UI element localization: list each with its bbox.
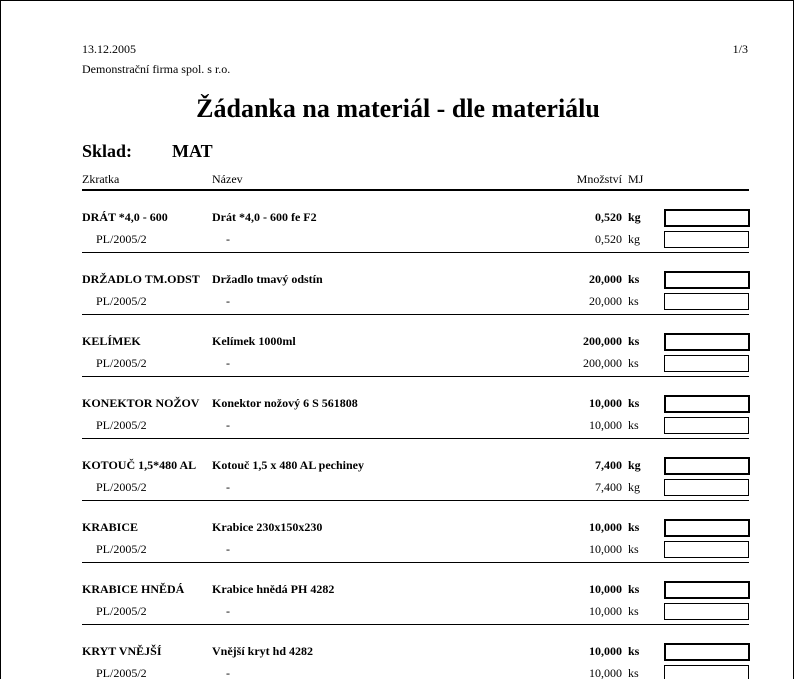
document-quantity: 10,000 (589, 418, 622, 432)
material-code: KRABICE HNĚDÁ (82, 582, 185, 596)
document-note: - (226, 232, 230, 246)
total-entry-box (664, 581, 750, 599)
document-number: PL/2005/2 (96, 232, 147, 246)
document-number: PL/2005/2 (96, 418, 147, 432)
material-unit: kg (628, 210, 641, 224)
total-entry-box (664, 457, 750, 475)
material-item (1, 439, 794, 501)
material-name: Krabice hnědá PH 4282 (212, 582, 335, 596)
material-unit: ks (628, 334, 640, 348)
material-name: Kotouč 1,5 x 480 AL pechiney (212, 458, 365, 472)
document-unit: ks (628, 294, 639, 308)
document-unit: ks (628, 542, 639, 556)
material-code: KRABICE (82, 520, 139, 534)
document-number: PL/2005/2 (96, 604, 147, 618)
total-entry-box (664, 209, 750, 227)
total-entry-box (664, 519, 750, 537)
document-quantity: 200,000 (583, 356, 622, 370)
total-entry-box (664, 333, 750, 351)
material-name: Konektor nožový 6 S 561808 (212, 396, 358, 410)
material-total-quantity: 10,000 (589, 644, 622, 658)
material-item (1, 563, 794, 625)
document-number: PL/2005/2 (96, 542, 147, 556)
column-header-code: Zkratka (82, 172, 120, 186)
total-entry-box (664, 271, 750, 289)
document-unit: kg (628, 232, 640, 246)
document-quantity: 20,000 (589, 294, 622, 308)
material-name: Krabice 230x150x230 (212, 520, 323, 534)
document-quantity: 10,000 (589, 604, 622, 618)
document-entry-box (664, 355, 749, 372)
material-unit: ks (628, 520, 640, 534)
document-number: PL/2005/2 (96, 480, 147, 494)
document-entry-box (664, 231, 749, 248)
material-code: KOTOUČ 1,5*480 AL (82, 458, 197, 472)
warehouse-value: MAT (172, 141, 213, 161)
document-unit: ks (628, 418, 639, 432)
column-header-quantity: Množství (576, 172, 622, 186)
material-total-quantity: 20,000 (589, 272, 622, 286)
document-note: - (226, 480, 230, 494)
report-date: 13.12.2005 (82, 42, 136, 56)
document-quantity: 10,000 (589, 542, 622, 556)
material-total-quantity: 10,000 (589, 396, 622, 410)
material-code: KONEKTOR NOŽOV (82, 396, 200, 410)
material-item (1, 253, 794, 315)
column-header-unit: MJ (628, 172, 644, 186)
document-entry-box (664, 603, 749, 620)
material-item (1, 315, 794, 377)
document-note: - (226, 604, 230, 618)
warehouse-label: Sklad: (82, 141, 133, 161)
material-unit: kg (628, 458, 641, 472)
document-entry-box (664, 479, 749, 496)
material-code: DRÁT *4,0 - 600 (82, 210, 168, 224)
material-total-quantity: 10,000 (589, 582, 622, 596)
material-unit: ks (628, 396, 640, 410)
material-total-quantity: 7,400 (595, 458, 622, 472)
material-item (1, 501, 794, 563)
material-total-quantity: 10,000 (589, 520, 622, 534)
document-unit: kg (628, 480, 640, 494)
column-header-name: Název (212, 172, 243, 186)
document-quantity: 0,520 (595, 232, 622, 246)
document-unit: ks (628, 604, 639, 618)
material-total-quantity: 0,520 (595, 210, 622, 224)
material-name: Drát *4,0 - 600 fe F2 (212, 210, 317, 224)
material-item (1, 625, 794, 679)
document-unit: ks (628, 356, 639, 370)
document-note: - (226, 294, 230, 308)
report-title: Žádanka na materiál - dle materiálu (196, 94, 600, 123)
document-unit: ks (628, 666, 639, 679)
material-code: KELÍMEK (82, 334, 141, 348)
document-note: - (226, 542, 230, 556)
material-unit: ks (628, 272, 640, 286)
material-unit: ks (628, 644, 640, 658)
document-number: PL/2005/2 (96, 666, 147, 679)
material-code: KRYT VNĚJŠÍ (82, 644, 162, 658)
document-entry-box (664, 541, 749, 558)
material-total-quantity: 200,000 (583, 334, 622, 348)
document-entry-box (664, 665, 749, 679)
material-item (1, 191, 794, 253)
document-quantity: 10,000 (589, 666, 622, 679)
document-number: PL/2005/2 (96, 294, 147, 308)
document-entry-box (664, 293, 749, 310)
document-quantity: 7,400 (595, 480, 622, 494)
document-note: - (226, 418, 230, 432)
document-note: - (226, 356, 230, 370)
material-item (1, 377, 794, 439)
document-note: - (226, 666, 230, 679)
page-number: 1/3 (732, 42, 748, 56)
total-entry-box (664, 643, 750, 661)
total-entry-box (664, 395, 750, 413)
document-number: PL/2005/2 (96, 356, 147, 370)
material-name: Vnější kryt hd 4282 (212, 644, 314, 658)
document-entry-box (664, 417, 749, 434)
company-name: Demonstrační firma spol. s r.o. (82, 62, 231, 76)
material-name: Držadlo tmavý odstín (212, 272, 323, 286)
material-code: DRŽADLO TM.ODST (82, 272, 200, 286)
material-name: Kelímek 1000ml (212, 334, 296, 348)
material-unit: ks (628, 582, 640, 596)
